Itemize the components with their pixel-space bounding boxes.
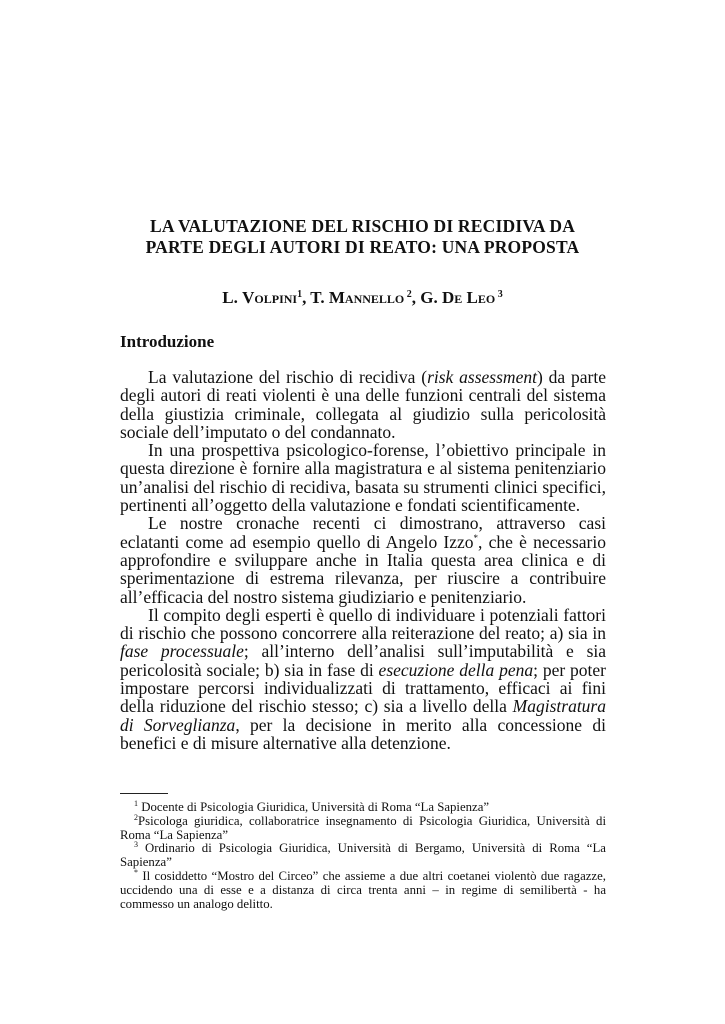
italic-term: Magistratura di Sorveglianza xyxy=(120,696,606,735)
body-text xyxy=(120,368,606,752)
footnote xyxy=(120,801,606,815)
author-separator: , xyxy=(411,288,421,307)
author-surname: Volpini xyxy=(242,288,298,307)
author-list xyxy=(100,288,625,308)
affiliation-mark: 2 xyxy=(404,289,412,300)
paragraph xyxy=(120,514,606,605)
paragraph-text: In una prospettiva psicologico-forense, l’obiettivo principale in questa direzione è fornire alla magistratura e al sistema penitenziario un’analisi del rischio di recidiva, basata su strumenti clinici specifici, pertinenti all’oggetto della valutazione e fondati scientificamente. xyxy=(120,440,606,516)
paragraph-text: ) da parte degli autori di reati violenti è una delle funzioni centrali del sistema della giustizia criminale, collegata al giudizio sulla pericolosità sociale dell’imputato o del condannato. xyxy=(120,367,606,442)
footnote-text: Ordinario di Psicologia Giuridica, Università di Bergamo, Università di Roma “La Sapienza” xyxy=(120,841,606,870)
paragraph-text: ; per poter impostare percorsi individualizzati di trattamento, efficaci ai fini della riduzione del rischio stesso; c) sia a livello della xyxy=(120,659,606,717)
paper-title xyxy=(100,216,625,258)
footnote-text: Psicologa giuridica, collaboratrice insegnamento di Psicologia Giuridica, Università di Roma “La Sapienza” xyxy=(120,813,606,842)
author-surname: Mannello xyxy=(328,288,405,307)
paragraph xyxy=(120,606,606,752)
italic-term: esecuzione della pena xyxy=(378,659,534,680)
footnote xyxy=(120,867,606,911)
footnote-ref: * xyxy=(473,532,479,543)
paragraph-text: , per la decisione in merito alla concessione di benefici e di misure alternative alla detenzione. xyxy=(120,714,606,753)
footnote-mark: * xyxy=(134,867,138,877)
paragraph-text: Il compito degli esperti è quello di individuare i potenziali fattori di rischio che possono concorrere alla reiterazione del reato; a) sia in xyxy=(120,604,606,644)
paragraph-text: ; all’interno dell’analisi sull’imputabilità e sia pericolosità sociale; b) sia in fase di xyxy=(120,641,607,680)
footnote-mark: 1 xyxy=(134,799,138,808)
author-initial: T. xyxy=(310,288,329,307)
paragraph xyxy=(120,368,606,441)
author-initial: G. xyxy=(420,288,442,307)
author-initial: L. xyxy=(222,288,243,307)
footnote xyxy=(120,812,606,843)
italic-term: risk assessment xyxy=(427,367,537,387)
paragraph-text: La valutazione del rischio di recidiva ( xyxy=(148,367,428,387)
affiliation-mark: 1 xyxy=(297,289,303,300)
footnote-text: Docente di Psicologia Giuridica, Università di Roma “La Sapienza” xyxy=(138,800,490,814)
affiliation-mark: 3 xyxy=(495,289,503,300)
paragraph xyxy=(120,441,606,514)
footnote xyxy=(120,842,606,870)
paragraph-text: Le nostre cronache recenti ci dimostrano, attraverso casi eclatanti come ad esempio quello di Angelo Izzo xyxy=(120,513,606,552)
italic-term: fase processuale xyxy=(120,641,244,662)
author-separator: , xyxy=(302,288,311,307)
author-surname: De Leo xyxy=(441,288,496,307)
paragraph-text: , che è necessario approfondire e sviluppare anche in Italia questa area clinica e di sperimentazione di estrema rilevanza, per riuscire a contribuire all’efficacia del nostro sistema giudiziario e penitenziario. xyxy=(120,531,606,607)
footnote-mark: 2 xyxy=(134,812,138,822)
footnote-text: Il cosiddetto “Mostro del Circeo” che assieme a due altri coetanei violentò due ragazze, uccidendo una di esse e a distanza di circa trenta anni – in regime di semilibertà - ha commesso un analogo delitto. xyxy=(120,868,606,911)
title-line-1: LA VALUTAZIONE DEL RISCHIO DI RECIDIVA DA xyxy=(149,216,576,236)
section-heading: Introduzione xyxy=(120,332,215,351)
footnotes xyxy=(120,801,606,911)
footnote-divider xyxy=(120,793,168,794)
title-line-2: PARTE DEGLI AUTORI DI REATO: UNA PROPOSTA xyxy=(145,237,580,257)
footnote-mark: 3 xyxy=(134,840,138,850)
